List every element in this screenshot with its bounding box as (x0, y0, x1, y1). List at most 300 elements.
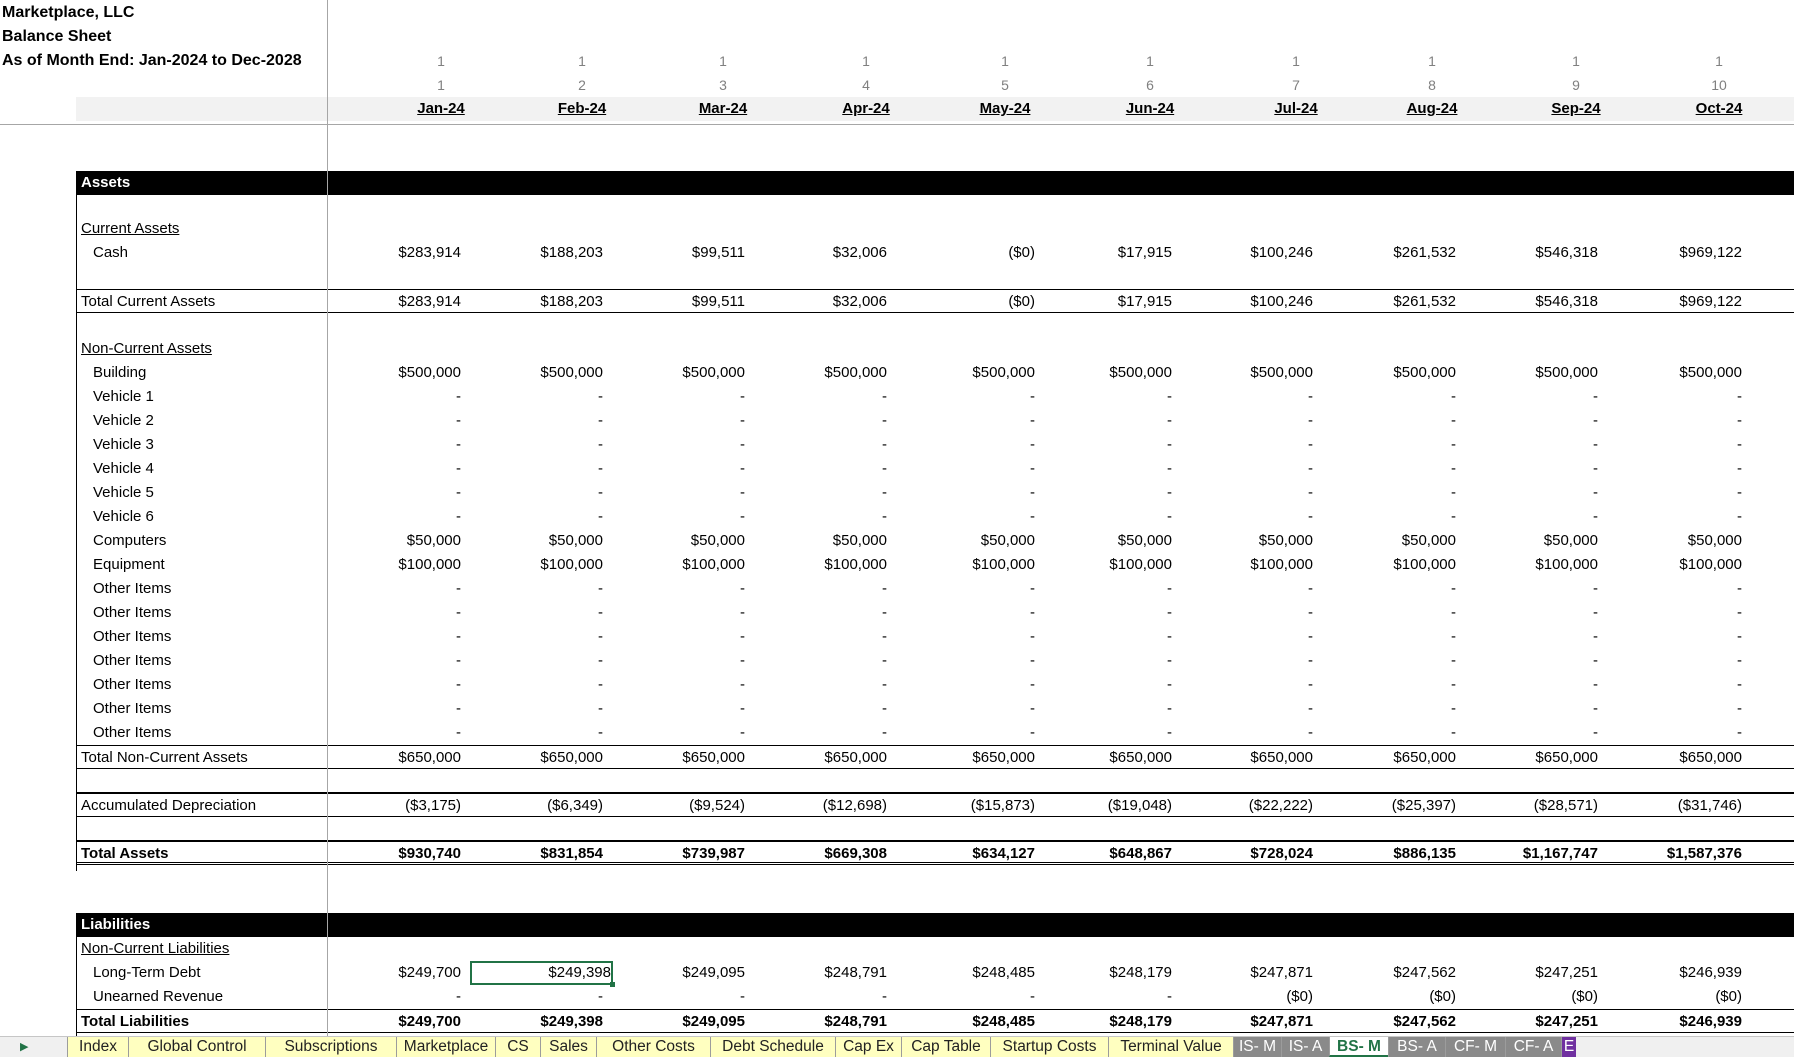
noncurrent-asset-row-label: Other Items (93, 700, 172, 717)
sheet-tab[interactable]: Global Control (128, 1037, 265, 1057)
sheet-tab[interactable]: Index (67, 1037, 128, 1057)
value-cell[interactable]: - (1167, 652, 1172, 669)
value-cell[interactable]: $669,308 (824, 845, 887, 862)
value-cell[interactable]: $100,000 (1250, 556, 1313, 573)
value-cell[interactable]: - (1451, 652, 1456, 669)
noncurrent-assets-heading-row (0, 337, 1794, 361)
value-cell[interactable]: - (456, 460, 461, 477)
value-cell[interactable]: ($31,746) (1677, 797, 1742, 814)
value-cell[interactable]: $261,532 (1393, 244, 1456, 261)
sheet-tab[interactable]: CF- M (1445, 1037, 1505, 1057)
sheet-tab[interactable]: Marketplace (396, 1037, 495, 1057)
sheet-tab[interactable]: BS- M (1329, 1037, 1388, 1057)
value-cell[interactable]: $728,024 (1250, 845, 1313, 862)
value-cell[interactable]: - (1737, 676, 1742, 693)
value-cell[interactable]: - (1308, 388, 1313, 405)
value-cell[interactable]: - (456, 700, 461, 717)
value-cell[interactable]: - (598, 988, 603, 1005)
value-cell[interactable]: - (598, 484, 603, 501)
value-cell[interactable]: $500,000 (972, 364, 1035, 381)
value-cell[interactable]: $247,562 (1393, 1013, 1456, 1030)
value-cell[interactable]: $249,398 (540, 1013, 603, 1030)
assets-heading: Assets (81, 174, 131, 191)
value-cell[interactable]: - (1451, 628, 1456, 645)
total-liabilities-row-label: Total Liabilities (81, 1013, 190, 1030)
value-cell[interactable]: - (1593, 484, 1598, 501)
noncurrent-asset-row-label: Vehicle 4 (93, 460, 154, 477)
value-cell[interactable]: - (740, 724, 745, 741)
value-cell[interactable]: $650,000 (1535, 749, 1598, 766)
value-cell[interactable]: $500,000 (824, 364, 887, 381)
value-cell[interactable]: - (1030, 460, 1035, 477)
sheet-tab[interactable]: IS- A (1281, 1037, 1329, 1057)
noncurrent-asset-row (0, 361, 1794, 385)
sheet-tab[interactable]: IS- M (1233, 1037, 1281, 1057)
value-cell[interactable]: $500,000 (1250, 364, 1313, 381)
value-cell[interactable]: - (1167, 724, 1172, 741)
sheet-tab[interactable]: CS (495, 1037, 540, 1057)
value-cell[interactable]: $100,000 (1393, 556, 1456, 573)
value-cell[interactable]: $634,127 (972, 845, 1035, 862)
value-cell[interactable]: ($6,349) (547, 797, 603, 814)
value-cell[interactable]: - (882, 724, 887, 741)
value-cell[interactable]: - (1737, 436, 1742, 453)
value-cell[interactable]: - (1308, 508, 1313, 525)
value-cell[interactable]: - (598, 676, 603, 693)
value-cell[interactable]: - (882, 388, 887, 405)
month-header[interactable]: Feb-24 (557, 100, 607, 117)
value-cell[interactable]: ($25,397) (1391, 797, 1456, 814)
value-cell[interactable]: $17,915 (1117, 293, 1172, 310)
month-header-row (0, 97, 1794, 121)
value-cell[interactable]: - (1593, 676, 1598, 693)
value-cell[interactable]: - (740, 628, 745, 645)
value-cell[interactable]: - (456, 628, 461, 645)
value-cell[interactable]: ($28,571) (1533, 797, 1598, 814)
value-cell[interactable]: $650,000 (972, 749, 1035, 766)
value-cell[interactable]: $650,000 (1250, 749, 1313, 766)
value-cell[interactable]: - (1451, 460, 1456, 477)
value-cell[interactable]: $50,000 (1258, 532, 1313, 549)
value-cell[interactable]: - (1167, 580, 1172, 597)
value-cell[interactable]: - (1030, 412, 1035, 429)
value-cell[interactable]: $32,006 (832, 244, 887, 261)
value-cell[interactable]: - (456, 988, 461, 1005)
value-cell[interactable]: $50,000 (832, 532, 887, 549)
value-cell[interactable]: $248,485 (972, 1013, 1035, 1030)
value-cell[interactable]: - (456, 508, 461, 525)
value-cell[interactable]: - (1167, 388, 1172, 405)
value-cell[interactable]: $17,915 (1117, 244, 1172, 261)
value-cell[interactable]: ($0) (1286, 988, 1313, 1005)
value-cell[interactable]: $249,700 (398, 964, 461, 981)
value-cell[interactable]: - (1593, 700, 1598, 717)
value-cell[interactable]: $188,203 (540, 293, 603, 310)
value-cell[interactable]: - (1167, 700, 1172, 717)
value-cell[interactable]: $247,251 (1535, 964, 1598, 981)
value-cell[interactable]: $930,740 (398, 845, 461, 862)
value-cell[interactable]: - (1308, 700, 1313, 717)
total-noncurrent-assets-row (76, 745, 1794, 769)
noncurrent-asset-row (0, 697, 1794, 721)
value-cell[interactable]: $50,000 (1543, 532, 1598, 549)
value-cell[interactable]: $500,000 (1393, 364, 1456, 381)
month-header[interactable]: Jul-24 (1274, 100, 1318, 117)
value-cell[interactable]: $650,000 (824, 749, 887, 766)
month-index: 7 (1292, 77, 1300, 93)
liabilities-heading: Liabilities (81, 916, 151, 933)
value-cell[interactable]: - (1167, 988, 1172, 1005)
value-cell[interactable]: - (1737, 580, 1742, 597)
month-index: 1 (437, 77, 445, 93)
value-cell[interactable]: $100,000 (972, 556, 1035, 573)
value-cell[interactable]: - (456, 724, 461, 741)
value-cell[interactable]: - (1737, 700, 1742, 717)
value-cell[interactable]: $99,511 (691, 293, 745, 310)
value-cell[interactable]: - (882, 436, 887, 453)
value-cell[interactable]: - (1451, 508, 1456, 525)
unearned-revenue-row (0, 985, 1794, 1009)
value-cell[interactable]: ($22,222) (1248, 797, 1313, 814)
month-header[interactable]: Sep-24 (1551, 100, 1601, 117)
value-cell[interactable]: $248,485 (972, 964, 1035, 981)
long-term-debt-row-label: Long-Term Debt (93, 964, 201, 981)
noncurrent-asset-row-label: Other Items (93, 724, 172, 741)
value-cell[interactable]: - (1308, 676, 1313, 693)
value-cell[interactable]: $247,251 (1535, 1013, 1598, 1030)
value-cell[interactable]: - (1593, 388, 1598, 405)
value-cell[interactable]: $247,871 (1250, 964, 1313, 981)
value-cell[interactable]: $249,700 (398, 1013, 461, 1030)
value-cell[interactable]: $50,000 (1117, 532, 1172, 549)
value-cell[interactable]: - (1451, 676, 1456, 693)
value-cell[interactable]: $246,939 (1679, 1013, 1742, 1030)
value-cell[interactable]: - (1451, 580, 1456, 597)
value-cell[interactable]: - (1308, 724, 1313, 741)
value-cell[interactable]: - (1030, 436, 1035, 453)
value-cell[interactable]: - (1308, 460, 1313, 477)
value-cell[interactable]: ($0) (1571, 988, 1598, 1005)
noncurrent-asset-row (0, 385, 1794, 409)
value-cell[interactable]: $1,167,747 (1522, 845, 1598, 862)
sheet-tab[interactable]: BS- A (1388, 1037, 1445, 1057)
value-cell[interactable]: $249,095 (682, 1013, 745, 1030)
value-cell[interactable]: - (882, 652, 887, 669)
value-cell[interactable]: $248,179 (1109, 1013, 1172, 1030)
value-cell[interactable]: - (1030, 652, 1035, 669)
year-index: 1 (1292, 53, 1300, 69)
value-cell[interactable]: - (1737, 604, 1742, 621)
value-cell[interactable]: $247,871 (1250, 1013, 1313, 1030)
value-cell[interactable]: - (1167, 508, 1172, 525)
value-cell[interactable]: - (1030, 580, 1035, 597)
sheet-tab[interactable]: Startup Costs (990, 1037, 1108, 1057)
value-cell[interactable]: $188,203 (540, 244, 603, 261)
sheet-tab[interactable]: Debt Schedule (710, 1037, 835, 1057)
value-cell[interactable]: $249,398 (470, 961, 613, 985)
value-cell[interactable]: $648,867 (1109, 845, 1172, 862)
value-cell[interactable]: $500,000 (1679, 364, 1742, 381)
value-cell[interactable]: - (740, 460, 745, 477)
value-cell[interactable]: $546,318 (1535, 293, 1598, 310)
value-cell[interactable]: - (1030, 388, 1035, 405)
value-cell[interactable]: - (1451, 388, 1456, 405)
value-cell[interactable]: - (882, 484, 887, 501)
value-cell[interactable]: $500,000 (398, 364, 461, 381)
month-header[interactable]: Mar-24 (698, 100, 748, 117)
value-cell[interactable]: $50,000 (980, 532, 1035, 549)
value-cell[interactable]: - (1167, 484, 1172, 501)
value-cell[interactable]: - (1308, 436, 1313, 453)
value-cell[interactable]: - (1030, 676, 1035, 693)
value-cell[interactable]: $500,000 (540, 364, 603, 381)
value-cell[interactable]: - (456, 652, 461, 669)
value-cell[interactable]: - (1737, 388, 1742, 405)
value-cell[interactable]: - (1593, 652, 1598, 669)
value-cell[interactable]: - (456, 484, 461, 501)
value-cell[interactable]: - (740, 604, 745, 621)
value-cell[interactable]: - (740, 412, 745, 429)
noncurrent-asset-row (0, 601, 1794, 625)
title-row (0, 25, 1794, 49)
noncurrent-liabilities-heading: Non-Current Liabilities (81, 940, 230, 957)
value-cell[interactable]: $99,511 (691, 244, 745, 261)
value-cell[interactable]: - (456, 580, 461, 597)
value-cell[interactable]: - (740, 988, 745, 1005)
value-cell[interactable]: $100,000 (398, 556, 461, 573)
value-cell[interactable]: $50,000 (690, 532, 745, 549)
sheet-tab[interactable]: Cap Ex (835, 1037, 901, 1057)
total-current-assets-row (76, 289, 1794, 313)
value-cell[interactable]: ($0) (1008, 244, 1035, 261)
value-cell[interactable]: - (1030, 700, 1035, 717)
value-cell[interactable]: - (456, 412, 461, 429)
month-header[interactable]: Apr-24 (842, 100, 890, 117)
value-cell[interactable]: - (598, 700, 603, 717)
value-cell[interactable]: - (740, 508, 745, 525)
value-cell[interactable]: - (598, 460, 603, 477)
value-cell[interactable]: - (1593, 460, 1598, 477)
value-cell[interactable]: - (1308, 652, 1313, 669)
value-cell[interactable]: - (598, 724, 603, 741)
value-cell[interactable]: $50,000 (406, 532, 461, 549)
value-cell[interactable]: - (740, 436, 745, 453)
value-cell[interactable]: - (882, 676, 887, 693)
value-cell[interactable]: - (1451, 700, 1456, 717)
value-cell[interactable]: - (1737, 412, 1742, 429)
month-header[interactable]: Aug-24 (1406, 100, 1458, 117)
value-cell[interactable]: ($9,524) (689, 797, 745, 814)
value-cell[interactable]: $500,000 (1109, 364, 1172, 381)
value-cell[interactable]: - (1308, 412, 1313, 429)
value-cell[interactable]: - (598, 436, 603, 453)
value-cell[interactable]: - (740, 700, 745, 717)
value-cell[interactable]: - (598, 508, 603, 525)
value-cell[interactable]: - (1737, 724, 1742, 741)
value-cell[interactable]: - (1593, 604, 1598, 621)
value-cell[interactable]: - (1030, 604, 1035, 621)
value-cell[interactable]: - (1030, 724, 1035, 741)
sheet-tab[interactable]: Subscriptions (265, 1037, 396, 1057)
value-cell[interactable]: $248,791 (824, 964, 887, 981)
value-cell[interactable]: $650,000 (398, 749, 461, 766)
value-cell[interactable]: $50,000 (1687, 532, 1742, 549)
value-cell[interactable]: $50,000 (548, 532, 603, 549)
value-cell[interactable]: - (740, 388, 745, 405)
value-cell[interactable]: ($0) (1008, 293, 1035, 310)
value-cell[interactable]: - (740, 652, 745, 669)
value-cell[interactable]: $100,246 (1250, 293, 1313, 310)
value-cell[interactable]: - (882, 604, 887, 621)
value-cell[interactable]: $650,000 (1679, 749, 1742, 766)
value-cell[interactable]: - (882, 412, 887, 429)
value-cell[interactable]: - (1030, 508, 1035, 525)
value-cell[interactable]: - (1308, 604, 1313, 621)
noncurrent-asset-row-label: Other Items (93, 604, 172, 621)
value-cell[interactable]: - (598, 628, 603, 645)
value-cell[interactable]: - (1167, 676, 1172, 693)
value-cell[interactable]: $650,000 (1109, 749, 1172, 766)
value-cell[interactable]: - (1030, 484, 1035, 501)
value-cell[interactable]: - (882, 628, 887, 645)
noncurrent-asset-row (0, 553, 1794, 577)
value-cell[interactable]: - (1593, 580, 1598, 597)
value-cell[interactable]: - (1593, 628, 1598, 645)
value-cell[interactable]: $100,000 (824, 556, 887, 573)
value-cell[interactable]: - (1167, 628, 1172, 645)
value-cell[interactable]: - (456, 388, 461, 405)
value-cell[interactable]: $100,246 (1250, 244, 1313, 261)
sheet-tab[interactable]: CF- A (1505, 1037, 1561, 1057)
month-header[interactable]: May-24 (979, 100, 1031, 117)
value-cell[interactable]: $886,135 (1393, 845, 1456, 862)
value-cell[interactable]: - (1167, 412, 1172, 429)
value-cell[interactable]: - (1167, 436, 1172, 453)
value-cell[interactable]: - (882, 580, 887, 597)
value-cell[interactable]: - (1030, 628, 1035, 645)
value-cell[interactable]: $100,000 (1679, 556, 1742, 573)
value-cell[interactable]: - (1030, 988, 1035, 1005)
sheet-tab[interactable]: Sales (540, 1037, 596, 1057)
value-cell[interactable]: $969,122 (1679, 293, 1742, 310)
value-cell[interactable]: - (882, 988, 887, 1005)
value-cell[interactable]: - (740, 676, 745, 693)
value-cell[interactable]: - (882, 508, 887, 525)
value-cell[interactable]: ($12,698) (822, 797, 887, 814)
value-cell[interactable]: - (1308, 628, 1313, 645)
value-cell[interactable]: - (1167, 460, 1172, 477)
value-cell[interactable]: - (1593, 412, 1598, 429)
value-cell[interactable]: - (1593, 724, 1598, 741)
value-cell[interactable]: $100,000 (682, 556, 745, 573)
value-cell[interactable]: - (1737, 460, 1742, 477)
sheet-tab[interactable]: E (1561, 1037, 1576, 1057)
value-cell[interactable]: ($15,873) (970, 797, 1035, 814)
value-cell[interactable]: - (1737, 508, 1742, 525)
value-cell[interactable]: - (882, 460, 887, 477)
value-cell[interactable]: - (1451, 604, 1456, 621)
value-cell[interactable]: $249,095 (682, 964, 745, 981)
value-cell[interactable]: $247,562 (1393, 964, 1456, 981)
value-cell[interactable]: $100,000 (1535, 556, 1598, 573)
value-cell[interactable]: - (740, 580, 745, 597)
noncurrent-asset-row-label: Other Items (93, 652, 172, 669)
value-cell[interactable]: $969,122 (1679, 244, 1742, 261)
sheet-tab[interactable]: Terminal Value (1108, 1037, 1233, 1057)
sheet-tab[interactable]: Other Costs (596, 1037, 710, 1057)
month-header[interactable]: Jan-24 (417, 100, 465, 117)
unearned-revenue-row-label: Unearned Revenue (93, 988, 224, 1005)
value-cell[interactable]: - (598, 604, 603, 621)
noncurrent-asset-row (0, 505, 1794, 529)
value-cell[interactable]: - (1737, 652, 1742, 669)
value-cell[interactable]: - (1167, 604, 1172, 621)
value-cell[interactable]: $248,791 (824, 1013, 887, 1030)
value-cell[interactable]: - (1593, 508, 1598, 525)
header-divider (0, 124, 1794, 125)
sheet-tab[interactable]: Cap Table (901, 1037, 990, 1057)
sheet-tab-bar (0, 1036, 1794, 1057)
noncurrent-asset-row (0, 649, 1794, 673)
value-cell[interactable]: - (882, 700, 887, 717)
value-cell[interactable]: - (598, 580, 603, 597)
value-cell[interactable]: - (1308, 484, 1313, 501)
total-assets-row (76, 841, 1794, 865)
month-header[interactable]: Jun-24 (1125, 100, 1175, 117)
value-cell[interactable]: $246,939 (1679, 964, 1742, 981)
value-cell[interactable]: $500,000 (1535, 364, 1598, 381)
value-cell[interactable]: - (1451, 484, 1456, 501)
value-cell[interactable]: - (598, 652, 603, 669)
value-cell[interactable]: ($3,175) (405, 797, 461, 814)
value-cell[interactable]: $283,914 (398, 293, 461, 310)
value-cell[interactable]: $100,000 (1109, 556, 1172, 573)
value-cell[interactable]: - (1308, 580, 1313, 597)
value-cell[interactable]: $1,587,376 (1666, 845, 1742, 862)
value-cell[interactable]: ($0) (1429, 988, 1456, 1005)
value-cell[interactable]: $100,000 (540, 556, 603, 573)
value-cell[interactable]: - (1737, 628, 1742, 645)
value-cell[interactable]: - (456, 436, 461, 453)
value-cell[interactable]: $248,179 (1109, 964, 1172, 981)
sheet-nav-right-icon[interactable]: ▶ (20, 1041, 29, 1053)
value-cell[interactable]: - (456, 676, 461, 693)
month-header[interactable]: Oct-24 (1695, 100, 1743, 117)
value-cell[interactable]: ($19,048) (1107, 797, 1172, 814)
value-cell[interactable]: - (456, 604, 461, 621)
value-cell[interactable]: $283,914 (398, 244, 461, 261)
value-cell[interactable]: $831,854 (540, 845, 603, 862)
value-cell[interactable]: $546,318 (1535, 244, 1598, 261)
value-cell[interactable]: $739,987 (682, 845, 745, 862)
value-cell[interactable]: $261,532 (1393, 293, 1456, 310)
value-cell[interactable]: $32,006 (832, 293, 887, 310)
value-cell[interactable]: $500,000 (682, 364, 745, 381)
value-cell[interactable]: - (1451, 724, 1456, 741)
value-cell[interactable]: - (598, 388, 603, 405)
value-cell[interactable]: $650,000 (540, 749, 603, 766)
value-cell[interactable]: - (1451, 412, 1456, 429)
value-cell[interactable]: $650,000 (682, 749, 745, 766)
value-cell[interactable]: $50,000 (1401, 532, 1456, 549)
value-cell[interactable]: - (1593, 436, 1598, 453)
value-cell[interactable]: ($0) (1715, 988, 1742, 1005)
value-cell[interactable]: - (1737, 484, 1742, 501)
value-cell[interactable]: $650,000 (1393, 749, 1456, 766)
value-cell[interactable]: - (598, 412, 603, 429)
value-cell[interactable]: - (1451, 436, 1456, 453)
value-cell[interactable]: - (740, 484, 745, 501)
